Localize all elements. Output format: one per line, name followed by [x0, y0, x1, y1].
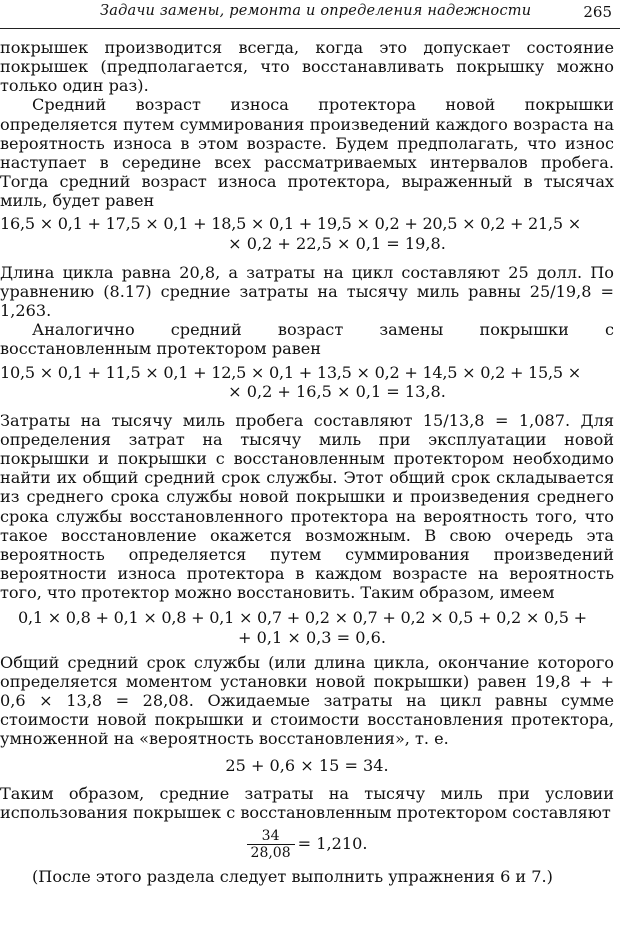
formula-1-line-1: 16,5 × 0,1 + 17,5 × 0,1 + 18,5 × 0,1 + 19,5 × 0,2 + 20,5 × 0,2 + 21,5 ×	[0, 214, 581, 234]
paragraph-5: Затраты на тысячу миль пробега составляют 15/13,8 = 1,087. Для определения затрат на тысячу миль при эксплуатации новой покрышки и покрышки с восстановленным протектором необходимо найти их общий средний срок службы. Этот общий срок складывается из среднего срока службы новой покрышки и произведения среднего срока службы восстановленного протектора на вероятность того, что такое восстановление окажется возможным. В свою очередь эта вероятность определяется путем суммирования произведений вероятности износа протектора в каждом возрасте на вероятность того, что протектор можно восстановить. Таким образом, имеем	[0, 410, 614, 603]
paragraph-2: Средний возраст износа протектора новой покрышки определяется путем суммирования произведений каждого возраста на вероятность износа в этом возрасте. Будем предполагать, что износ наступает в середине всех рассматриваемых интервалов пробега. Тогда средний возраст износа протектора, выраженный в тысячах миль, будет равен	[0, 95, 614, 211]
formula-3-line-2: + 0,1 × 0,3 = 0,6.	[238, 627, 386, 647]
formula-1-line-2: × 0,2 + 22,5 × 0,1 = 19,8.	[228, 233, 446, 253]
running-header	[0, 0, 620, 29]
formula-2-line-1: 10,5 × 0,1 + 11,5 × 0,1 + 12,5 × 0,1 + 13,5 × 0,2 + 14,5 × 0,2 + 15,5 ×	[0, 362, 581, 382]
fraction-denominator: 28,08	[247, 844, 295, 861]
fraction-result: = 1,210.	[297, 833, 368, 853]
paragraph-6: Общий средний срок службы (или длина цикла, окончание которого определяется моментом установки новой покрышки) равен 19,8 + + 0,6 × 13,8 = 28,08. Ожидаемые затраты на цикл равны сумме стоимости новой покрышки и стоимости восстановления протектора, умноженной на «вероятность восстановления», т. е.	[0, 652, 614, 749]
formula-5	[0, 828, 614, 861]
page-body	[0, 38, 614, 886]
paragraph-4: Аналогично средний возраст замены покрышки с восстановленным протектором равен	[0, 320, 614, 359]
formula-2-line-2: × 0,2 + 16,5 × 0,1 = 13,8.	[228, 381, 446, 401]
page-number: 265	[583, 3, 612, 21]
paragraph-8: (После этого раздела следует выполнить упражнения 6 и 7.)	[32, 866, 553, 886]
paragraph-3: Длина цикла равна 20,8, а затраты на цикл составляют 25 долл. По уравнению (8.17) средние затраты на тысячу миль равны 25/19,8 = 1,263.	[0, 262, 614, 321]
header-title: Задачи замены, ремонта и определения надежности	[100, 3, 532, 19]
paragraph-1: покрышек производится всегда, когда это допускает состояние покрышек (предполагается, что восстанавливать покрышку можно только один раз).	[0, 38, 614, 96]
formula-3-line-1: 0,1 × 0,8 + 0,1 × 0,8 + 0,1 × 0,7 + 0,2 × 0,7 + 0,2 × 0,5 + 0,2 × 0,5 +	[18, 608, 587, 628]
fraction	[247, 828, 295, 861]
paragraph-7: Таким образом, средние затраты на тысячу миль при условии использования покрышек с восстановленным протектором составляют	[0, 783, 614, 822]
formula-4: 25 + 0,6 × 15 = 34.	[225, 756, 389, 776]
fraction-numerator: 34	[261, 827, 280, 844]
